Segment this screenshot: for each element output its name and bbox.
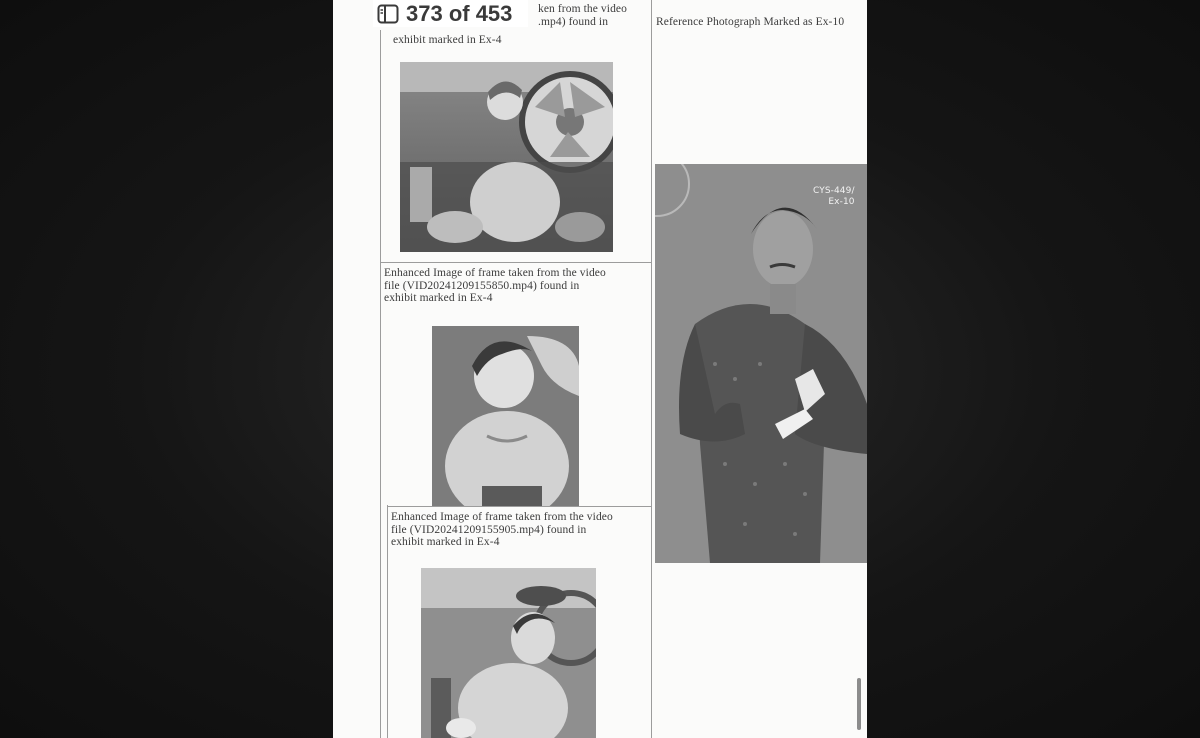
reference-photograph xyxy=(655,164,867,563)
frame-photo-1 xyxy=(400,62,613,252)
sidebar-toggle-icon[interactable] xyxy=(377,4,399,24)
caption-2: Enhanced Image of frame taken from the video file (VID20241209155850.mp4) found in exhibit marked in Ex-4 xyxy=(384,267,606,304)
page-indicator[interactable] xyxy=(373,0,528,27)
handwritten-exhibit-mark: CYS-449/ Ex-10 xyxy=(813,186,855,207)
table-border xyxy=(380,262,651,263)
table-border xyxy=(387,505,388,738)
caption-top-exhibit: exhibit marked in Ex-4 xyxy=(393,34,502,46)
table-border xyxy=(651,0,652,738)
frame-photo-3 xyxy=(421,568,596,738)
frame-photo-2 xyxy=(432,326,579,506)
vertical-scrollbar[interactable] xyxy=(857,678,861,730)
document-page xyxy=(333,0,867,738)
reference-header: Reference Photograph Marked as Ex-10 xyxy=(656,16,845,28)
table-border xyxy=(380,30,381,738)
page-indicator-text: 373 of 453 xyxy=(406,0,513,26)
caption-3: Enhanced Image of frame taken from the video file (VID20241209155905.mp4) found in exhibit marked in Ex-4 xyxy=(391,511,613,548)
table-border xyxy=(387,506,651,507)
caption-top-partial: ken from the video .mp4) found in xyxy=(538,3,627,28)
